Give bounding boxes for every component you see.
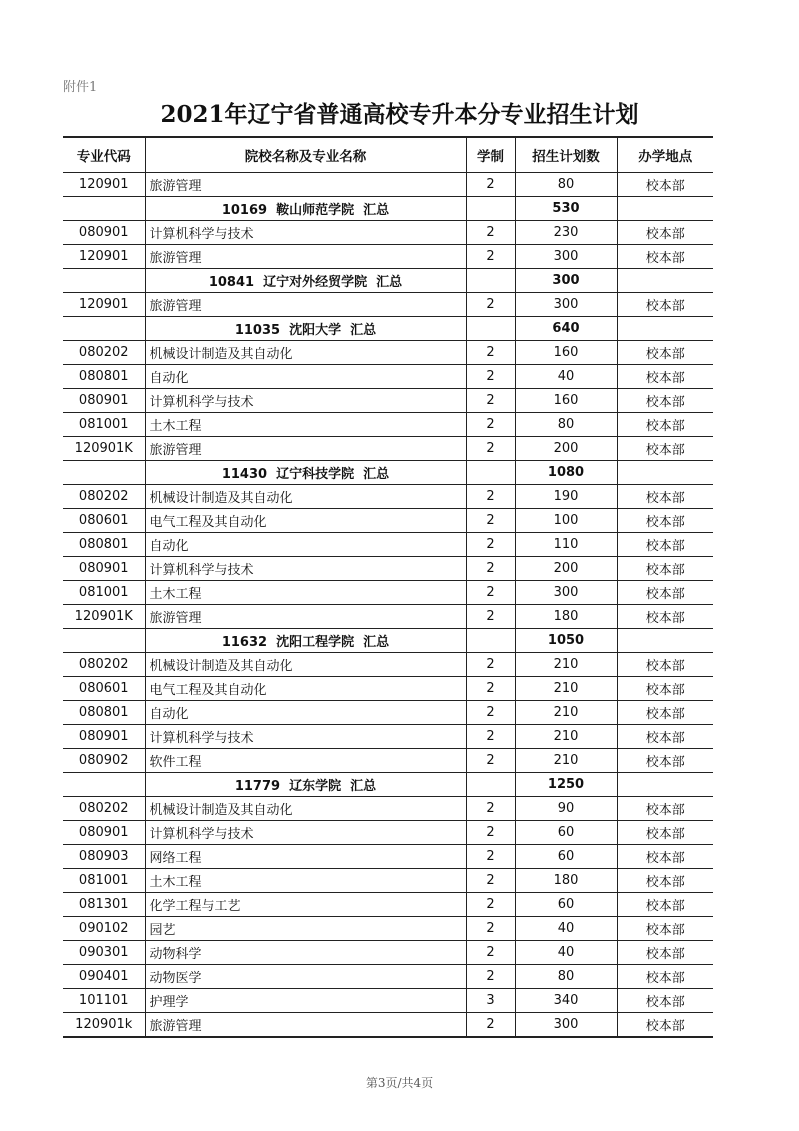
table-row (63, 245, 713, 269)
table-row (63, 797, 713, 821)
cell-location: 校本部 (617, 1013, 713, 1038)
table-row (63, 869, 713, 893)
cell-plan: 80 (515, 413, 617, 437)
cell-plan: 300 (515, 293, 617, 317)
cell-years: 2 (466, 509, 515, 533)
cell-code: 080601 (63, 677, 145, 701)
table-row (63, 485, 713, 509)
cell-years: 2 (466, 557, 515, 581)
table-row (63, 965, 713, 989)
table-row (63, 557, 713, 581)
cell-name: 自动化 (145, 533, 466, 557)
page-title: 2021年辽宁省普通高校专升本分专业招生计划 (160, 101, 639, 128)
cell-years: 2 (466, 725, 515, 749)
cell-code: 080901 (63, 389, 145, 413)
cell-plan: 180 (515, 869, 617, 893)
cell-code: 080202 (63, 485, 145, 509)
cell-code: 080801 (63, 365, 145, 389)
cell-code: 081301 (63, 893, 145, 917)
cell-location: 校本部 (617, 845, 713, 869)
cell-location: 校本部 (617, 869, 713, 893)
cell-summary-name: 11430 辽宁科技学院 汇总 (145, 461, 466, 485)
cell-name: 旅游管理 (145, 293, 466, 317)
cell-plan: 160 (515, 341, 617, 365)
cell-plan: 40 (515, 365, 617, 389)
cell-location: 校本部 (617, 173, 713, 197)
cell-years: 2 (466, 653, 515, 677)
cell-plan: 60 (515, 893, 617, 917)
page-number: 第3页/共4页 (365, 1076, 434, 1090)
cell-code: 080902 (63, 749, 145, 773)
cell-name: 机械设计制造及其自动化 (145, 653, 466, 677)
cell-years: 2 (466, 533, 515, 557)
cell-years (466, 269, 515, 293)
table-row (63, 389, 713, 413)
cell-plan: 190 (515, 485, 617, 509)
cell-name: 网络工程 (145, 845, 466, 869)
cell-plan: 210 (515, 749, 617, 773)
cell-name: 机械设计制造及其自动化 (145, 341, 466, 365)
cell-code (63, 269, 145, 293)
cell-plan: 80 (515, 173, 617, 197)
cell-code: 081001 (63, 869, 145, 893)
cell-name: 土木工程 (145, 869, 466, 893)
cell-code: 080801 (63, 701, 145, 725)
table-row (63, 413, 713, 437)
cell-code: 081001 (63, 581, 145, 605)
cell-years (466, 461, 515, 485)
cell-location: 校本部 (617, 749, 713, 773)
cell-years: 2 (466, 821, 515, 845)
cell-code: 120901K (63, 437, 145, 461)
cell-code: 080202 (63, 341, 145, 365)
cell-plan: 230 (515, 221, 617, 245)
cell-years: 2 (466, 797, 515, 821)
cell-location: 校本部 (617, 365, 713, 389)
table-row (63, 437, 713, 461)
table-row (63, 221, 713, 245)
cell-plan: 60 (515, 821, 617, 845)
cell-years (466, 197, 515, 221)
cell-code: 080903 (63, 845, 145, 869)
cell-summary-name: 11779 辽东学院 汇总 (145, 773, 466, 797)
cell-code (63, 197, 145, 221)
cell-years: 2 (466, 485, 515, 509)
cell-location (617, 629, 713, 653)
cell-code (63, 317, 145, 341)
cell-code: 101101 (63, 989, 145, 1013)
cell-plan: 200 (515, 557, 617, 581)
cell-years: 2 (466, 245, 515, 269)
cell-code: 080202 (63, 653, 145, 677)
cell-plan: 1050 (515, 629, 617, 653)
cell-location: 校本部 (617, 509, 713, 533)
table-header-row (63, 137, 713, 173)
summary-row (63, 629, 713, 653)
cell-code: 080601 (63, 509, 145, 533)
cell-name: 旅游管理 (145, 437, 466, 461)
table-row (63, 365, 713, 389)
cell-code: 080901 (63, 725, 145, 749)
cell-location: 校本部 (617, 677, 713, 701)
table-row (63, 725, 713, 749)
cell-name: 机械设计制造及其自动化 (145, 485, 466, 509)
cell-years (466, 317, 515, 341)
cell-plan: 200 (515, 437, 617, 461)
cell-name: 计算机科学与技术 (145, 221, 466, 245)
cell-location: 校本部 (617, 797, 713, 821)
table-row (63, 605, 713, 629)
cell-location (617, 197, 713, 221)
header-plan: 招生计划数 (515, 137, 617, 173)
cell-name: 土木工程 (145, 581, 466, 605)
header-years: 学制 (466, 137, 515, 173)
cell-code: 080202 (63, 797, 145, 821)
cell-name: 动物医学 (145, 965, 466, 989)
cell-plan: 180 (515, 605, 617, 629)
cell-years: 2 (466, 437, 515, 461)
cell-location: 校本部 (617, 245, 713, 269)
cell-plan: 210 (515, 653, 617, 677)
cell-summary-name: 10169 鞍山师范学院 汇总 (145, 197, 466, 221)
cell-name: 园艺 (145, 917, 466, 941)
cell-code (63, 629, 145, 653)
cell-years: 2 (466, 749, 515, 773)
cell-plan: 210 (515, 725, 617, 749)
cell-location: 校本部 (617, 725, 713, 749)
cell-location: 校本部 (617, 941, 713, 965)
cell-name: 计算机科学与技术 (145, 725, 466, 749)
table-row (63, 293, 713, 317)
summary-row (63, 461, 713, 485)
cell-name: 旅游管理 (145, 173, 466, 197)
cell-code: 120901 (63, 245, 145, 269)
cell-location: 校本部 (617, 533, 713, 557)
summary-row (63, 197, 713, 221)
cell-plan: 100 (515, 509, 617, 533)
cell-years: 2 (466, 1013, 515, 1038)
cell-name: 自动化 (145, 365, 466, 389)
cell-name: 旅游管理 (145, 245, 466, 269)
cell-code: 080901 (63, 221, 145, 245)
cell-years: 2 (466, 365, 515, 389)
table-row (63, 581, 713, 605)
cell-location: 校本部 (617, 485, 713, 509)
cell-location: 校本部 (617, 341, 713, 365)
cell-code: 090301 (63, 941, 145, 965)
cell-years: 2 (466, 605, 515, 629)
enrollment-plan-table (63, 136, 713, 1038)
cell-location: 校本部 (617, 821, 713, 845)
cell-years: 2 (466, 581, 515, 605)
cell-name: 电气工程及其自动化 (145, 509, 466, 533)
cell-plan: 40 (515, 941, 617, 965)
cell-years: 2 (466, 677, 515, 701)
cell-location: 校本部 (617, 221, 713, 245)
table-row (63, 749, 713, 773)
cell-plan: 530 (515, 197, 617, 221)
cell-plan: 300 (515, 269, 617, 293)
attachment-label: 附件1 (63, 80, 98, 95)
cell-code: 120901K (63, 605, 145, 629)
cell-location: 校本部 (617, 581, 713, 605)
cell-plan: 90 (515, 797, 617, 821)
table-row (63, 653, 713, 677)
cell-code: 080901 (63, 821, 145, 845)
cell-name: 土木工程 (145, 413, 466, 437)
cell-location (617, 317, 713, 341)
cell-name: 旅游管理 (145, 1013, 466, 1038)
cell-years: 2 (466, 869, 515, 893)
cell-code: 081001 (63, 413, 145, 437)
cell-plan: 340 (515, 989, 617, 1013)
table-row (63, 941, 713, 965)
cell-location: 校本部 (617, 701, 713, 725)
cell-plan: 300 (515, 581, 617, 605)
cell-location: 校本部 (617, 413, 713, 437)
cell-name: 护理学 (145, 989, 466, 1013)
cell-years: 2 (466, 341, 515, 365)
cell-plan: 60 (515, 845, 617, 869)
cell-code (63, 461, 145, 485)
table-row (63, 341, 713, 365)
cell-location (617, 461, 713, 485)
cell-code: 090102 (63, 917, 145, 941)
cell-name: 计算机科学与技术 (145, 557, 466, 581)
cell-summary-name: 11035 沈阳大学 汇总 (145, 317, 466, 341)
cell-name: 机械设计制造及其自动化 (145, 797, 466, 821)
cell-location: 校本部 (617, 965, 713, 989)
cell-plan: 40 (515, 917, 617, 941)
cell-name: 自动化 (145, 701, 466, 725)
cell-years: 2 (466, 917, 515, 941)
cell-plan: 300 (515, 1013, 617, 1038)
table-row (63, 509, 713, 533)
cell-plan: 210 (515, 701, 617, 725)
cell-plan: 210 (515, 677, 617, 701)
cell-plan: 640 (515, 317, 617, 341)
cell-name: 电气工程及其自动化 (145, 677, 466, 701)
cell-location: 校本部 (617, 557, 713, 581)
cell-location: 校本部 (617, 389, 713, 413)
cell-code: 080801 (63, 533, 145, 557)
summary-row (63, 269, 713, 293)
cell-years: 2 (466, 173, 515, 197)
cell-plan: 110 (515, 533, 617, 557)
cell-location (617, 773, 713, 797)
cell-location: 校本部 (617, 437, 713, 461)
summary-row (63, 317, 713, 341)
header-name: 院校名称及专业名称 (145, 137, 466, 173)
table-row (63, 173, 713, 197)
cell-name: 计算机科学与技术 (145, 389, 466, 413)
cell-code (63, 773, 145, 797)
cell-name: 动物科学 (145, 941, 466, 965)
cell-name: 旅游管理 (145, 605, 466, 629)
table-row (63, 1013, 713, 1038)
cell-code: 090401 (63, 965, 145, 989)
header-code: 专业代码 (63, 137, 145, 173)
cell-location: 校本部 (617, 653, 713, 677)
table-row (63, 821, 713, 845)
cell-location: 校本部 (617, 293, 713, 317)
table-row (63, 917, 713, 941)
cell-years: 2 (466, 413, 515, 437)
table-row (63, 893, 713, 917)
cell-location: 校本部 (617, 893, 713, 917)
cell-code: 080901 (63, 557, 145, 581)
cell-years: 2 (466, 221, 515, 245)
table-row (63, 989, 713, 1013)
cell-years: 2 (466, 389, 515, 413)
cell-summary-name: 10841 辽宁对外经贸学院 汇总 (145, 269, 466, 293)
cell-code: 120901k (63, 1013, 145, 1038)
table-row (63, 845, 713, 869)
table-row (63, 533, 713, 557)
cell-years: 2 (466, 293, 515, 317)
cell-name: 软件工程 (145, 749, 466, 773)
cell-plan: 1250 (515, 773, 617, 797)
cell-plan: 80 (515, 965, 617, 989)
cell-years (466, 629, 515, 653)
summary-row (63, 773, 713, 797)
cell-summary-name: 11632 沈阳工程学院 汇总 (145, 629, 466, 653)
cell-code: 120901 (63, 173, 145, 197)
cell-plan: 300 (515, 245, 617, 269)
cell-location: 校本部 (617, 605, 713, 629)
header-location: 办学地点 (617, 137, 713, 173)
cell-years: 3 (466, 989, 515, 1013)
cell-years (466, 773, 515, 797)
cell-years: 2 (466, 701, 515, 725)
table-row (63, 677, 713, 701)
cell-years: 2 (466, 845, 515, 869)
table-row (63, 701, 713, 725)
cell-location: 校本部 (617, 917, 713, 941)
cell-years: 2 (466, 965, 515, 989)
cell-name: 化学工程与工艺 (145, 893, 466, 917)
cell-location: 校本部 (617, 989, 713, 1013)
cell-plan: 160 (515, 389, 617, 413)
cell-code: 120901 (63, 293, 145, 317)
cell-years: 2 (466, 941, 515, 965)
cell-years: 2 (466, 893, 515, 917)
cell-location (617, 269, 713, 293)
cell-plan: 1080 (515, 461, 617, 485)
cell-name: 计算机科学与技术 (145, 821, 466, 845)
